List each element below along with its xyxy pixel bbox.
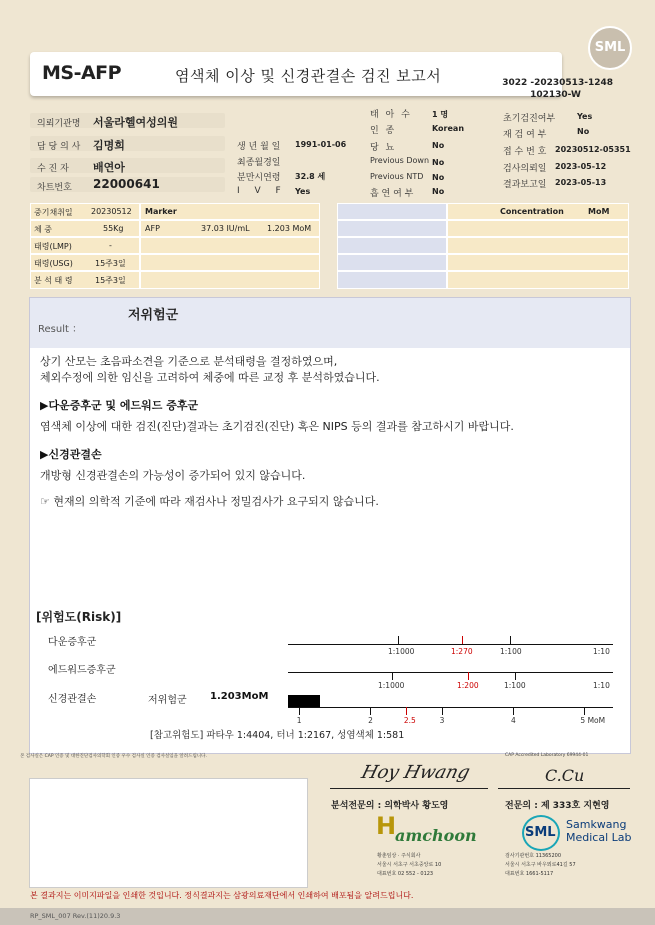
tick-ntd-label-4: 3 bbox=[439, 716, 445, 725]
right-sig-title: 전문의 : 제 333호 지현영 bbox=[505, 801, 610, 811]
grid-ga-analysis bbox=[30, 271, 140, 289]
signature-blank-box bbox=[29, 778, 308, 888]
tick-down-label-2: 1:270 bbox=[451, 647, 473, 656]
conc-header: Concentration bbox=[500, 207, 564, 216]
ga-analysis-label: 분 석 태 령 bbox=[34, 276, 73, 285]
risk-title: [위험도(Risk)] bbox=[36, 610, 122, 624]
lmp-label: 최종월경일 bbox=[237, 158, 281, 168]
tick-down-label-4: 1:10 bbox=[593, 647, 610, 656]
prev-ntd-label: Previous NTD bbox=[370, 172, 424, 181]
race-value: Korean bbox=[432, 124, 465, 133]
grid-empty-1 bbox=[140, 237, 320, 254]
receipt-label: 접 수 번 호 bbox=[503, 147, 547, 157]
weight-label: 체 중 bbox=[34, 225, 52, 234]
grid-blue-2 bbox=[337, 220, 447, 237]
report-title: 염색체 이상 및 신경관결손 검진 보고서 bbox=[175, 67, 442, 85]
left-brand: amchoon bbox=[395, 826, 477, 845]
tick-ntd-1 bbox=[299, 707, 300, 715]
tick-edw-2 bbox=[468, 672, 469, 680]
report-id bbox=[498, 77, 613, 101]
grid-ga-lmp bbox=[30, 237, 140, 254]
ga-usg-label: 태령(USG) bbox=[34, 259, 73, 268]
tick-down-2 bbox=[462, 636, 463, 644]
logo-text: SML bbox=[594, 40, 626, 55]
tick-down-1 bbox=[398, 636, 399, 644]
tick-edw-3 bbox=[515, 672, 516, 680]
grid-ga-usg bbox=[30, 254, 140, 271]
age-value: 32.8 세 bbox=[295, 172, 326, 181]
tick-ntd-3 bbox=[406, 707, 407, 715]
para-ntd: 개방형 신경관결손의 가능성이 증가되어 있지 않습니다. bbox=[40, 469, 306, 482]
tick-down-label-3: 1:100 bbox=[500, 647, 522, 656]
prev-ntd-value: No bbox=[432, 173, 445, 182]
ivf-label: I V F bbox=[237, 186, 287, 196]
tick-ntd-label-2: 2 bbox=[368, 716, 373, 725]
result-box bbox=[29, 297, 631, 754]
risk-ntd-group: 저위험군 bbox=[148, 695, 187, 706]
chart-value: 22000641 bbox=[93, 177, 160, 191]
right-sig-line bbox=[498, 788, 630, 789]
weigh-date-value: 20230512 bbox=[91, 207, 132, 216]
result-label: Result ： bbox=[38, 324, 83, 335]
tick-edw-label-3: 1:100 bbox=[504, 681, 526, 690]
marker-header: Marker bbox=[145, 207, 177, 216]
hospital-label: 의뢰기관명 bbox=[37, 119, 81, 129]
dob-label: 생 년 월 일 bbox=[237, 142, 281, 152]
right-signature: C.Cu bbox=[545, 766, 585, 785]
result-group: 저위험군 bbox=[128, 308, 179, 323]
weight-value: 55Kg bbox=[103, 224, 124, 233]
retest-value: No bbox=[577, 127, 590, 136]
right-addr1: 검사기관번호 11365200 bbox=[505, 853, 562, 859]
tick-ntd-label-5: 4 bbox=[511, 716, 516, 725]
sml-logo-icon bbox=[588, 26, 632, 70]
para-down-edwards: 염색체 이상에 대한 검진(진단)결과는 초기검진(진단) 혹은 NIPS 등의 결과를 참고하시기 바랍니다. bbox=[40, 420, 514, 433]
result-date-value: 2023-05-13 bbox=[555, 178, 607, 187]
tick-edw-label-1: 1:1000 bbox=[378, 681, 405, 690]
fineprint-left: 본 검사실은 CAP 인증 및 대한진단검사의학회 인증 우수 검사실 인증 검사실임을 알려드립니다. bbox=[20, 754, 207, 759]
left-sig-title: 분석전문의 : 의학박사 황도영 bbox=[331, 801, 449, 811]
left-signature: Hoy Hwang bbox=[359, 762, 473, 783]
heading-ntd: ▶신경관결손 bbox=[40, 448, 102, 461]
grid-r-4 bbox=[447, 271, 629, 289]
ga-usg-value: 15주3일 bbox=[95, 259, 126, 268]
right-addr2: 서울시 서초구 바우뫼로41길 57 bbox=[505, 862, 576, 868]
tick-edw-label-2: 1:200 bbox=[457, 681, 479, 690]
tick-ntd-2 bbox=[370, 707, 371, 715]
risk-ntd-scale bbox=[288, 707, 613, 708]
first-value: Yes bbox=[577, 112, 593, 121]
footer-rev: RP_SML_007 Rev.(11)20.9.3 bbox=[30, 912, 121, 920]
grid-conc-header bbox=[447, 203, 629, 220]
result-date-label: 결과보고일 bbox=[503, 180, 547, 190]
hospital-value: 서울라헬여성의원 bbox=[93, 116, 179, 129]
retest-label: 재 검 여 부 bbox=[503, 130, 547, 140]
grid-blue-3 bbox=[337, 237, 447, 254]
diabetes-label: 당 뇨 bbox=[370, 143, 397, 153]
para-note: ☞ 현재의 의학적 기준에 따라 재검사나 정밀검사가 요구되지 않습니다. bbox=[40, 495, 379, 508]
fetus-label: 태 아 수 bbox=[370, 110, 412, 120]
grid-marker-header bbox=[140, 203, 320, 220]
req-date-value: 2023-05-12 bbox=[555, 162, 607, 171]
result-para1-line1: 상기 산모는 초음파소견을 기준으로 분석태령을 결정하였으며, bbox=[40, 355, 338, 368]
risk-ntd-label: 신경관결손 bbox=[48, 694, 97, 705]
reference-risk: [참고위험도] 파타우 1:4404, 터너 1:2167, 성염색체 1:581 bbox=[150, 730, 405, 741]
race-label: 인 종 bbox=[370, 126, 397, 136]
doctor-value: 김명희 bbox=[93, 139, 125, 152]
result-header bbox=[30, 298, 630, 348]
risk-ntd-mom: 1.203MoM bbox=[210, 691, 269, 702]
tick-ntd-label-3: 2.5 bbox=[403, 716, 416, 725]
grid-blue-5 bbox=[337, 271, 447, 289]
grid-blue-4 bbox=[337, 254, 447, 271]
left-addr1: 황춘임상 · 주식회사 bbox=[377, 853, 421, 859]
right-brand1: Samkwang bbox=[566, 818, 627, 831]
ivf-value: Yes bbox=[295, 187, 311, 196]
tick-edw-label-4: 1:10 bbox=[593, 681, 610, 690]
tick-down-3 bbox=[510, 636, 511, 644]
prev-down-value: No bbox=[432, 158, 445, 167]
left-addr3: 대표번호 02 552 - 0123 bbox=[377, 871, 434, 877]
result-para1-line2: 체외수정에 의한 임신을 고려하여 체중에 따른 교정 후 분석하였습니다. bbox=[40, 371, 380, 384]
fineprint-right: CAP Accredited Laboratory 69944-01 bbox=[505, 753, 589, 758]
ga-lmp-label: 태령(LMP) bbox=[34, 242, 72, 251]
receipt-value: 20230512-05351 bbox=[555, 145, 631, 154]
right-brand bbox=[566, 818, 632, 844]
age-label: 분만시연령 bbox=[237, 173, 281, 183]
footer-note: 본 결과지는 이미지파일을 인쇄한 것입니다. 정식결과지는 삼광의료재단에서 인쇄하여 배포됨을 알려드립니다. bbox=[30, 891, 414, 900]
patient-value: 배연아 bbox=[93, 161, 125, 174]
grid-marker-row bbox=[140, 220, 320, 237]
tick-ntd-4 bbox=[442, 707, 443, 715]
grid-r-3 bbox=[447, 254, 629, 271]
grid-r-1 bbox=[447, 220, 629, 237]
smoke-value: No bbox=[432, 187, 445, 196]
marker-name: AFP bbox=[145, 224, 160, 233]
tick-ntd-6 bbox=[584, 707, 585, 715]
ntd-risk-bar bbox=[288, 695, 320, 707]
heading-down-edwards: ▶다운증후군 및 에드워드 증후군 bbox=[40, 399, 199, 412]
risk-down-label: 다운증후군 bbox=[48, 637, 97, 648]
tick-ntd-label-6: 5 MoM bbox=[580, 716, 606, 725]
weigh-date-label: 중기채취일 bbox=[34, 208, 73, 217]
left-addr2: 서울시 서초구 서초중앙로 10 bbox=[377, 862, 442, 868]
right-addr bbox=[505, 852, 576, 879]
req-date-label: 검사의뢰일 bbox=[503, 164, 547, 174]
risk-edw-label: 에드워드증후군 bbox=[48, 665, 116, 676]
tick-ntd-label-1: 1 bbox=[296, 716, 302, 725]
doctor-label: 담 당 의 사 bbox=[37, 142, 81, 152]
diabetes-value: No bbox=[432, 141, 445, 150]
right-logo: SML bbox=[525, 825, 556, 840]
left-addr bbox=[377, 852, 441, 879]
grid-weight bbox=[30, 220, 140, 237]
ga-analysis-value: 15주3일 bbox=[95, 276, 126, 285]
hamchoon-h-icon: H bbox=[376, 812, 397, 840]
patient-label: 수 진 자 bbox=[37, 164, 69, 174]
grid-empty-3 bbox=[140, 271, 320, 289]
right-addr3: 대표번호 1661-5117 bbox=[505, 871, 554, 877]
smoke-label: 흡 연 여 부 bbox=[370, 189, 414, 199]
mom-header: MoM bbox=[588, 207, 610, 216]
grid-blue-1 bbox=[337, 203, 447, 220]
grid-weigh-date bbox=[30, 203, 140, 220]
first-label: 초기검진여부 bbox=[503, 114, 556, 124]
ga-lmp-value: - bbox=[109, 241, 112, 250]
report-id-line1: 3022 -20230513-1248 bbox=[502, 78, 613, 88]
risk-down-scale bbox=[288, 644, 613, 645]
tick-down-label-1: 1:1000 bbox=[388, 647, 415, 656]
report-id-line2: 102130-W bbox=[530, 90, 581, 100]
chart-label: 차트번호 bbox=[37, 183, 72, 193]
risk-edw-scale bbox=[288, 672, 613, 673]
title-bar bbox=[30, 52, 562, 96]
right-brand2: Medical Lab bbox=[566, 831, 632, 844]
test-code: MS-AFP bbox=[42, 62, 122, 84]
marker-mom: 1.203 MoM bbox=[267, 224, 312, 233]
tick-ntd-5 bbox=[513, 707, 514, 715]
left-sig-line bbox=[330, 788, 488, 789]
prev-down-label: Previous Down bbox=[370, 156, 430, 165]
marker-conc: 37.03 IU/mL bbox=[201, 224, 250, 233]
fetus-value: 1 명 bbox=[432, 110, 449, 119]
grid-empty-2 bbox=[140, 254, 320, 271]
dob-value: 1991-01-06 bbox=[295, 140, 347, 149]
grid-r-2 bbox=[447, 237, 629, 254]
tick-edw-1 bbox=[392, 672, 393, 680]
